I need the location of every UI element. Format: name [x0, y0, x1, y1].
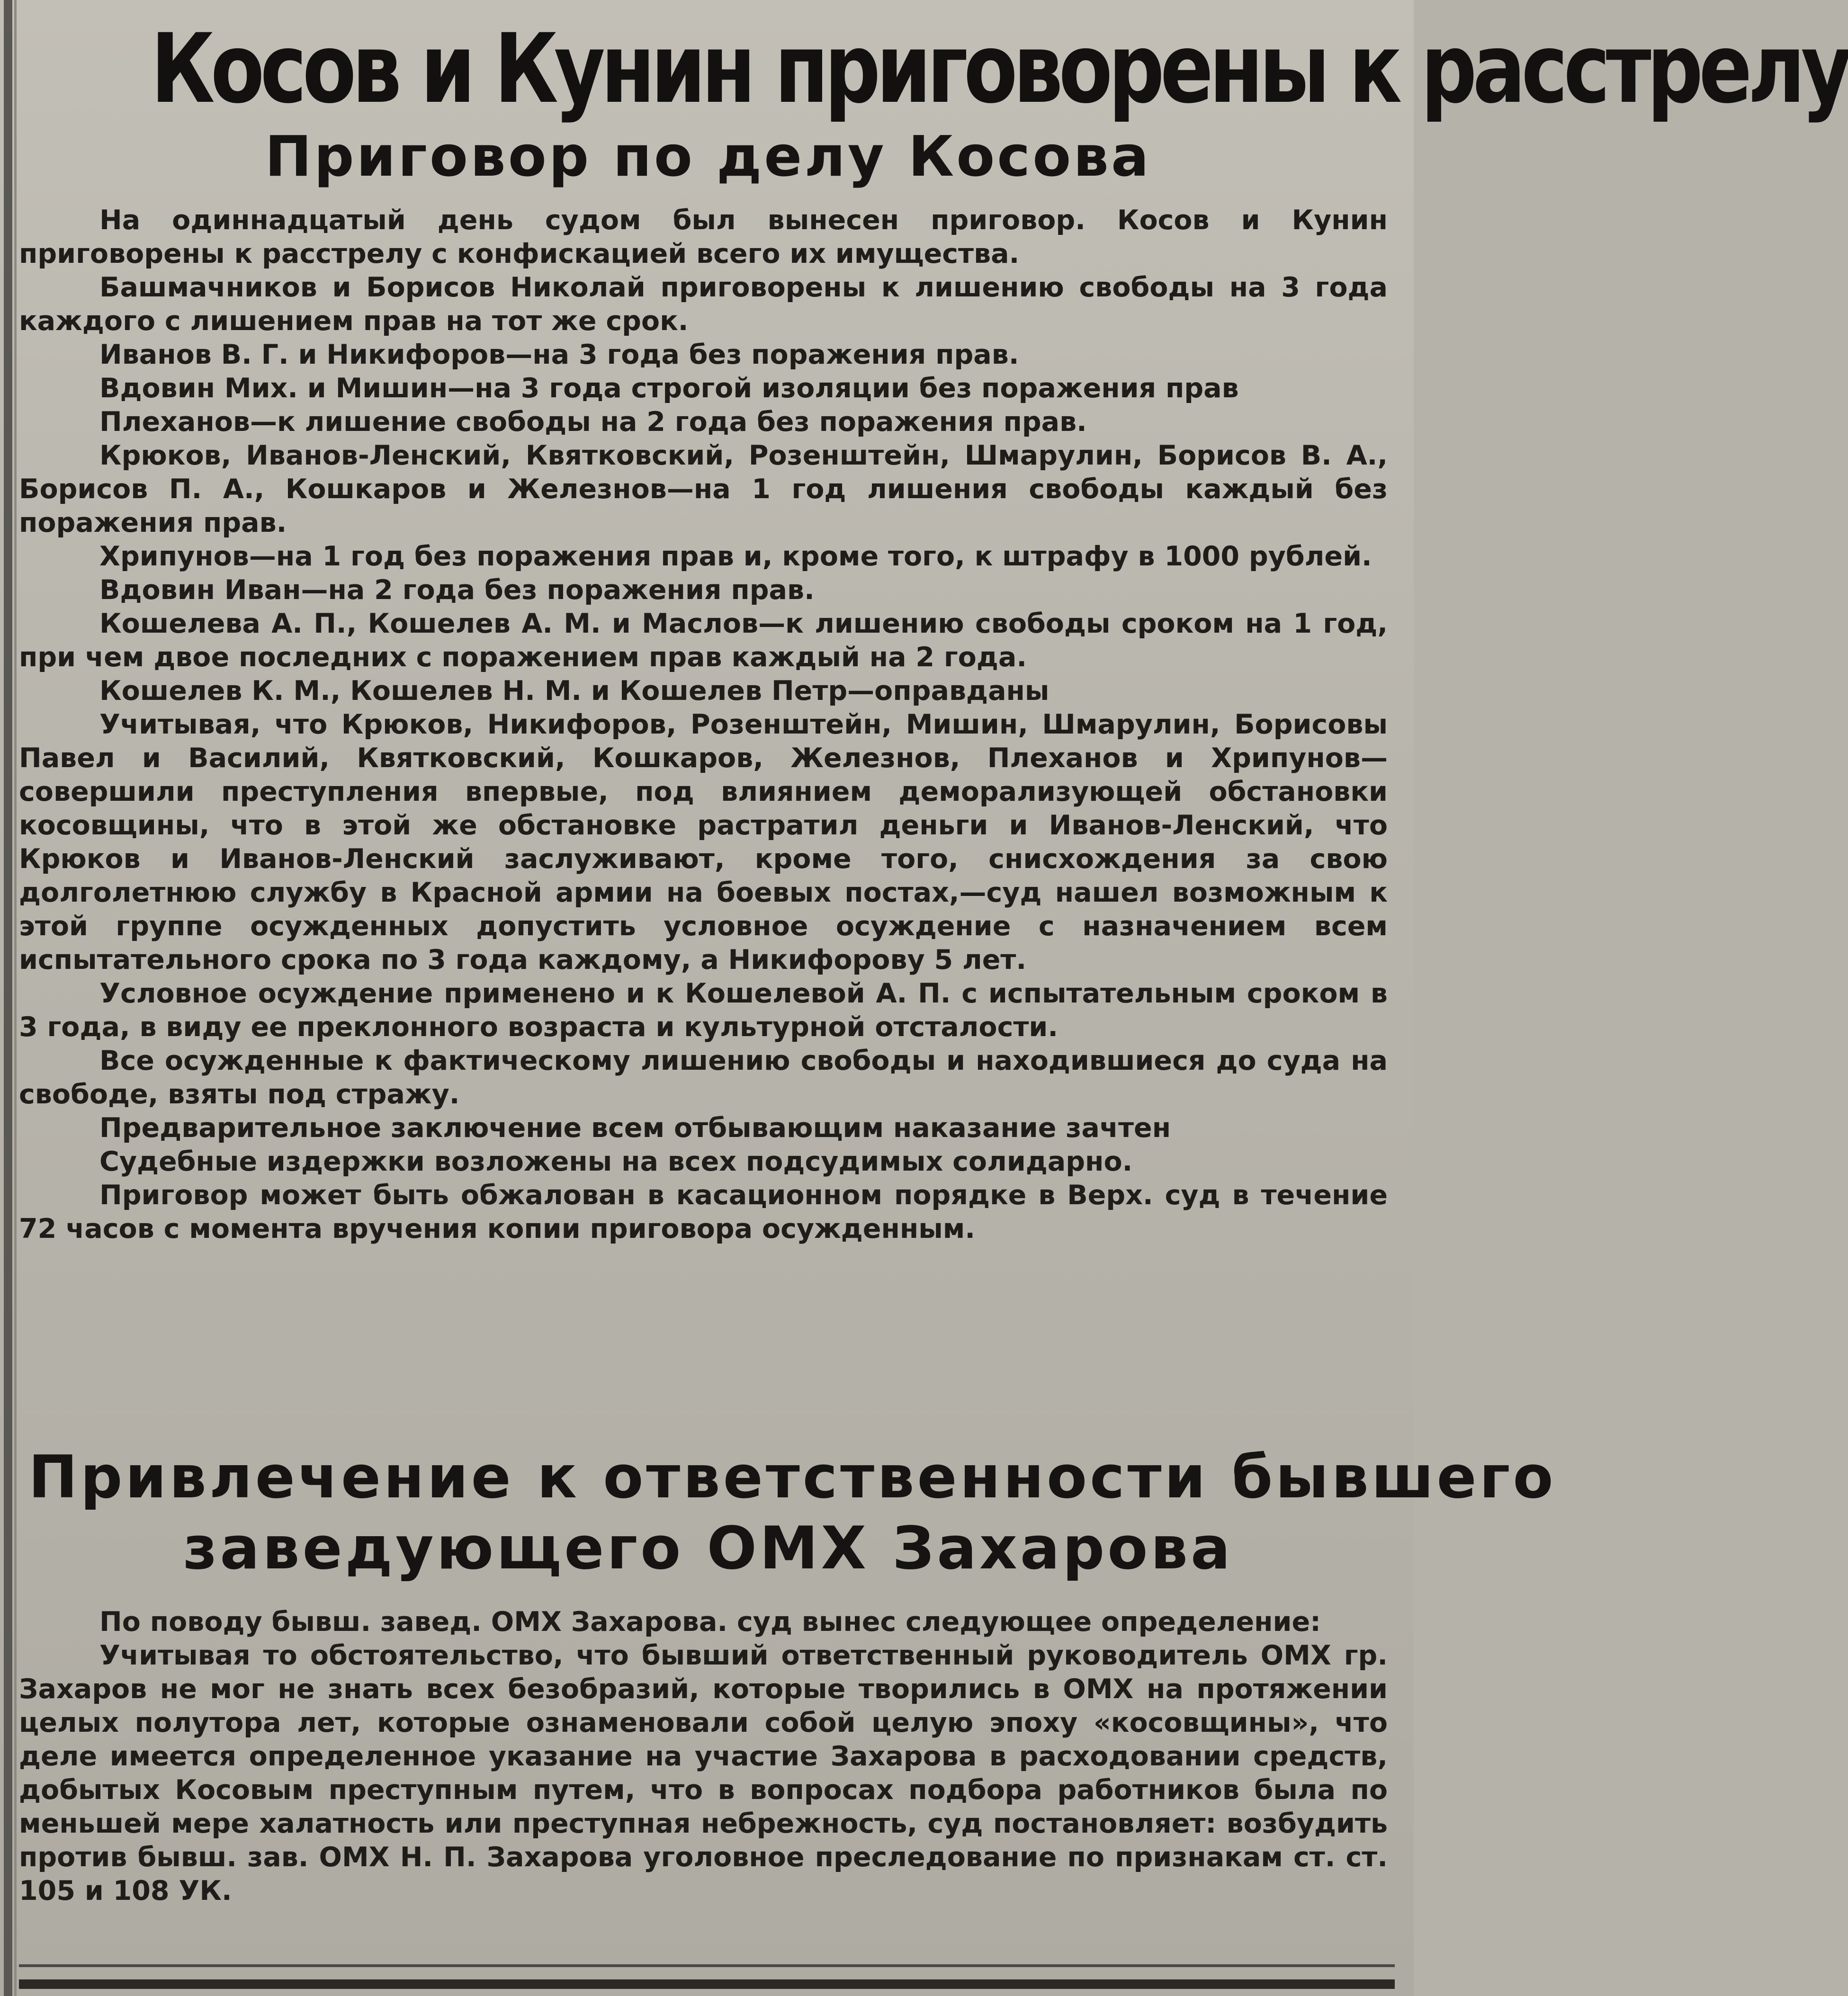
article-2-title-line-1: Привлечение к ответственности бывшего	[28, 1443, 1556, 1512]
article-2-title-line-2: заведующего ОМХ Захарова	[183, 1514, 1233, 1583]
article-1-title: Приговор по делу Косова	[265, 124, 1151, 189]
paragraph: Условное осуждение применено и к Кошелевой А. П. с испытательным сроком в 3 года, в виду ее преклонного возраста и культурной отсталости.	[19, 978, 1388, 1043]
paragraph: Судебные издержки возложены на всех подсудимых солидарно.	[99, 1146, 1133, 1177]
paragraph: Кошелева А. П., Кошелев А. М. и Маслов—к лишению свободы сроком на 1 год, при чем двое последних с поражением прав каждый на 2 года.	[19, 608, 1388, 673]
paragraph: Кошелев К. М., Кошелев Н. М. и Кошелев Петр—оправданы	[99, 675, 1050, 707]
paragraph: Башмачников и Борисов Николай приговорены к лишению свободы на 3 года каждого с лишением прав на тот же срок.	[19, 272, 1388, 337]
paragraph: Крюков, Иванов-Ленский, Квятковский, Розенштейн, Шмарулин, Борисов В. А., Борисов П. А., Кошкаров и Железнов—на 1 год лишения свободы каждый без поражения прав.	[19, 440, 1388, 538]
paragraph: Приговор может быть обжалован в касационном порядке в Верх. суд в течение 72 часов с момента вручения копии приговора осужденным.	[19, 1180, 1388, 1244]
paragraph: На одиннадцатый день судом был вынесен приговор. Косов и Кунин приговорены к расстрелу с конфискацией всего их имущества.	[19, 205, 1388, 269]
paragraph: Вдовин Иван—на 2 года без поражения прав.	[99, 574, 815, 606]
paragraph: Учитывая то обстоятельство, что бывший ответственный руководитель ОМХ гр. Захаров не мог не знать всех безобразий, которые творились в ОМХ на протяжении целых полутора лет, которые ознаменовали собой целую эпоху «косовщины», что деле имеется определенное указание на участие Захарова в расходовании средств, добытых Косовым преступным путем, что в вопросах подбора работников была по меньшей мере халатность или преступная небрежность, суд постановляет: возбудить против бывш. зав. ОМХ Н. П. Захарова уголовное преследование по признакам ст. ст. 105 и 108 УК.	[19, 1640, 1388, 1906]
paragraph: Учитывая, что Крюков, Никифоров, Розенштейн, Мишин, Шмарулин, Борисовы Павел и Василий, Квятковский, Кошкаров, Железнов, Плеханов и Хрипунов—совершили преступления впервые, под влиянием деморализующей обстановки косовщины, что в этой же обстановке растратил деньги и Иванов-Ленский, что Крюков и Иванов-Ленский заслуживают, кроме того, снисхождения за свою долголетнюю службу в Красной армии на боевых постах,—суд нашел возможным к этой группе осужденных допустить условное осуждение с назначением всем испытательного срока по 3 года каждому, а Никифорову 5 лет.	[19, 709, 1388, 976]
main-headline: Косов и Кунин приговорены к расстрелу	[151, 13, 1848, 125]
paragraph: Плеханов—к лишение свободы на 2 года без поражения прав.	[99, 406, 1087, 438]
paragraph: По поводу бывш. завед. ОМХ Захарова. суд вынес следующее определение:	[99, 1606, 1321, 1638]
page-edge-shadow	[4, 0, 12, 1996]
bottom-rule-thin	[19, 1964, 1395, 1967]
paragraph: Все осужденные к фактическому лишению свободы и находившиеся до суда на свободе, взяты под стражу.	[19, 1045, 1388, 1110]
paragraph: Предварительное заключение всем отбывающим наказание зачтен	[99, 1112, 1171, 1144]
column-rule	[14, 0, 17, 1996]
paragraph: Вдовин Мих. и Мишин—на 3 года строгой изоляции без поражения прав	[99, 373, 1239, 404]
paragraph: Хрипунов—на 1 год без поражения прав и, кроме того, к штрафу в 1000 рублей.	[99, 541, 1372, 572]
article-2-body	[19, 1605, 1388, 1908]
article-1-body	[19, 204, 1388, 1246]
paragraph: Иванов В. Г. и Никифоров—на 3 года без поражения прав.	[99, 339, 1019, 370]
bottom-rule	[19, 1979, 1395, 1989]
